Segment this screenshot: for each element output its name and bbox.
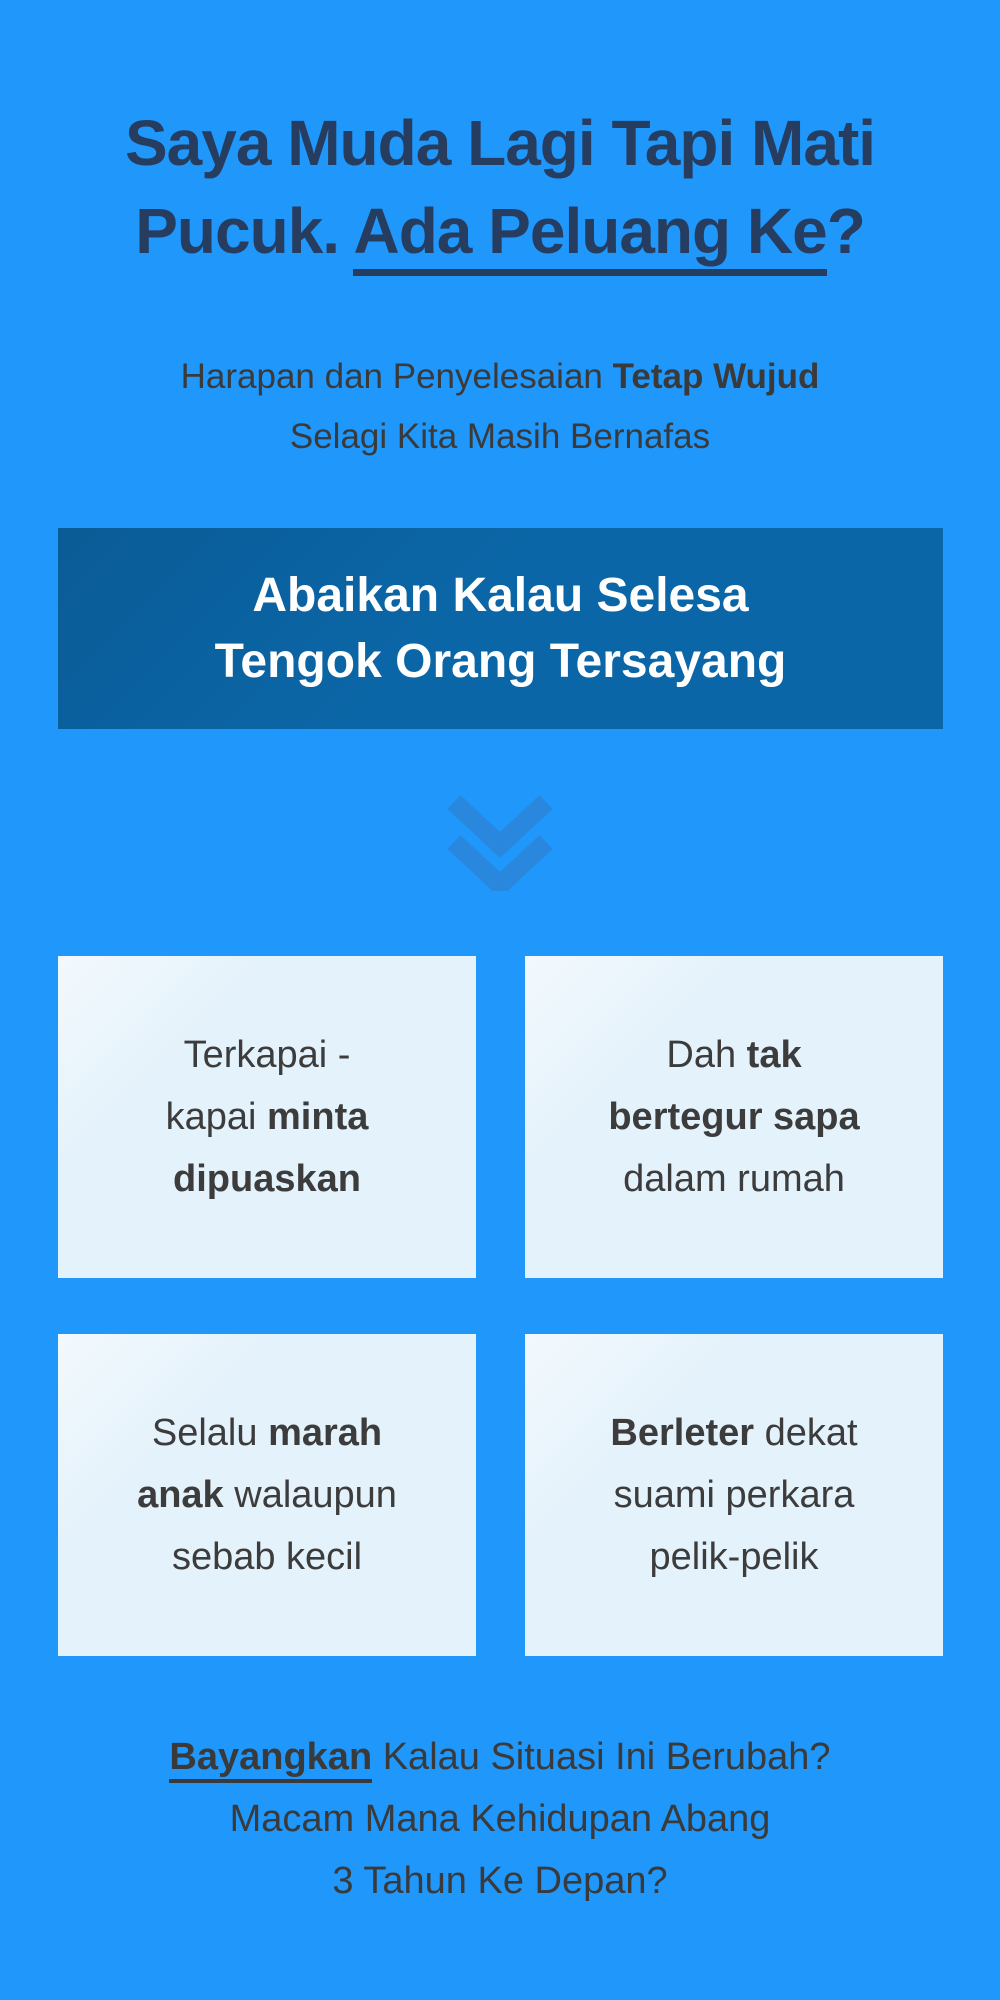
text-line: Bayangkan Kalau Situasi Ini Berubah?: [0, 1726, 1000, 1788]
page-subtitle: [0, 347, 1000, 467]
warning-banner[interactable]: [58, 528, 943, 729]
text-line: Tengok Orang Tersayang: [214, 634, 787, 688]
text-line: dalam rumah: [623, 1158, 845, 1200]
text-line: Terkapai -: [183, 1034, 351, 1076]
text-line: bertegur sapa: [608, 1096, 860, 1138]
text-line: sebab kecil: [171, 1536, 363, 1578]
text-line: suami perkara: [613, 1474, 855, 1516]
text-line: Saya Muda Lagi Tapi Mati: [124, 107, 876, 179]
text-line: 3 Tahun Ke Depan?: [332, 1860, 668, 1902]
text-line: kapai minta: [165, 1096, 369, 1138]
pain-card-berleter: [525, 1334, 943, 1656]
text-line: anak walaupun: [137, 1474, 397, 1516]
chevron-double-down-icon: [0, 795, 1000, 891]
text-line: Dah tak: [666, 1034, 802, 1076]
text-line: Abaikan Kalau Selesa: [252, 568, 749, 622]
text-line: Macam Mana Kehidupan Abang: [229, 1798, 771, 1840]
text-line: Pucuk. Ada Peluang Ke?: [0, 187, 1000, 275]
pain-points-grid: [58, 956, 943, 1656]
text-line: Harapan dan Penyelesaian Tetap Wujud: [180, 357, 820, 396]
text-line: Berleter dekat: [610, 1412, 858, 1454]
text-line: Selagi Kita Masih Bernafas: [289, 417, 711, 456]
pain-card-marah-anak: [58, 1334, 476, 1656]
outro-question: [0, 1726, 1000, 1912]
text-line: pelik-pelik: [649, 1536, 819, 1578]
page-title: [0, 0, 1000, 275]
pain-card-terkapai: [58, 956, 476, 1278]
pain-card-tak-bertegur: [525, 956, 943, 1278]
text-line: Selalu marah: [151, 1412, 383, 1454]
text-line: dipuaskan: [173, 1158, 361, 1200]
